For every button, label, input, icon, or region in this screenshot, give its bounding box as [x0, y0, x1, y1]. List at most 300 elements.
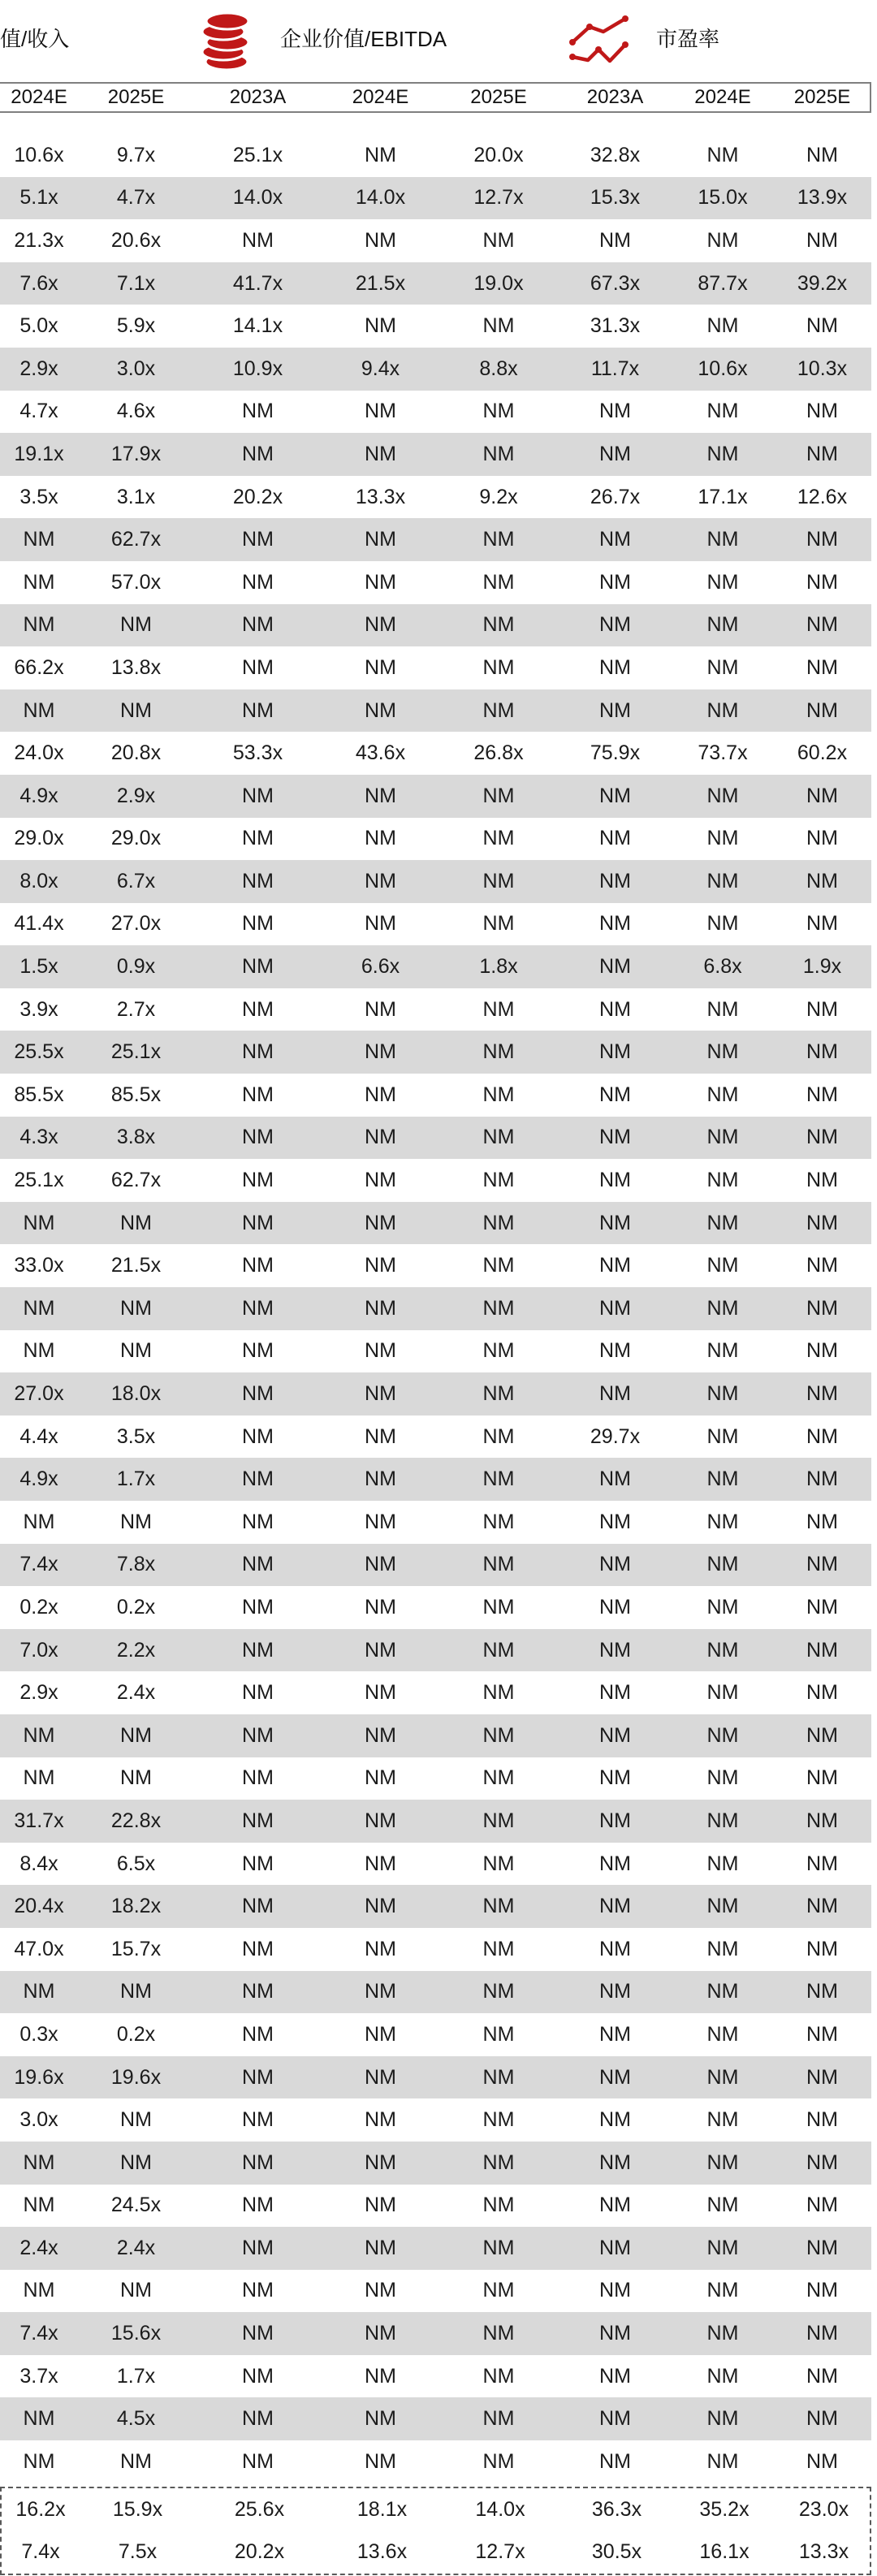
cell-value: NM — [599, 1510, 631, 1533]
cell-value: NM — [599, 1895, 631, 1918]
cell-value: NM — [242, 2407, 274, 2431]
cell-value: 4.7x — [116, 186, 156, 210]
column-header-4: 2025E — [470, 86, 527, 108]
cell-value: NM — [242, 1040, 274, 1064]
table-row — [0, 2355, 871, 2398]
cell-value: NM — [242, 2364, 274, 2388]
cell-value: NM — [806, 1467, 838, 1491]
cell-value: NM — [806, 1424, 838, 1448]
cell-value: 15.9x — [112, 2497, 163, 2521]
title-band — [0, 0, 877, 81]
cell-value: NM — [706, 827, 739, 850]
cell-value: 30.5x — [591, 2540, 642, 2564]
cell-value: NM — [806, 1681, 838, 1705]
cell-value: NM — [23, 1211, 55, 1234]
cell-value: NM — [365, 1895, 396, 1918]
table-row — [0, 1629, 871, 1672]
cell-value: NM — [599, 528, 631, 551]
cell-value: NM — [806, 2236, 838, 2259]
table-row — [0, 1244, 871, 1287]
cell-value: NM — [599, 1681, 631, 1705]
cell-value: NM — [242, 2150, 274, 2174]
cell-value: 10.6x — [698, 357, 748, 380]
cell-value: NM — [365, 1852, 396, 1875]
cell-value: NM — [482, 827, 515, 850]
cell-value: 15.3x — [590, 186, 641, 210]
table-row — [0, 1287, 871, 1330]
column-header-row — [0, 82, 871, 113]
cell-value: 0.9x — [116, 955, 156, 979]
table-row — [0, 1544, 871, 1587]
cell-value: NM — [482, 1467, 515, 1491]
cell-value: NM — [365, 1424, 396, 1448]
cell-value: 41.4x — [14, 912, 64, 936]
cell-value: NM — [599, 1083, 631, 1106]
cell-value: 2.4x — [116, 2236, 156, 2259]
cell-value: NM — [242, 2322, 274, 2345]
cell-value: 25.1x — [110, 1040, 162, 1064]
cell-value: 9.7x — [116, 143, 156, 166]
cell-value: 9.2x — [479, 485, 518, 508]
table-row — [0, 305, 871, 348]
cell-value: NM — [599, 2108, 631, 2132]
cell-value: 6.5x — [116, 1852, 156, 1875]
cell-value: NM — [482, 655, 515, 679]
cell-value: 29.7x — [590, 1424, 641, 1448]
cell-value: NM — [23, 1339, 55, 1363]
cell-value: NM — [706, 2322, 739, 2345]
cell-value: NM — [599, 2407, 631, 2431]
table-body — [0, 134, 871, 2483]
cell-value: NM — [706, 228, 739, 252]
cell-value: NM — [365, 1467, 396, 1491]
table-row — [0, 604, 871, 647]
cell-value: NM — [806, 2407, 838, 2431]
table-row — [0, 348, 871, 391]
cell-value: 3.0x — [19, 2108, 58, 2132]
cell-value: NM — [365, 997, 396, 1021]
cell-value: 12.7x — [473, 186, 524, 210]
cell-value: NM — [599, 1809, 631, 1832]
table-row — [0, 646, 871, 689]
cell-value: NM — [706, 314, 739, 338]
cell-value: 7.8x — [116, 1553, 156, 1576]
cell-value: NM — [706, 2022, 739, 2046]
cell-value: NM — [365, 2449, 396, 2473]
cell-value: NM — [482, 442, 515, 465]
cell-value: NM — [482, 1937, 515, 1960]
cell-value: NM — [806, 528, 838, 551]
cell-value: NM — [806, 143, 838, 166]
cell-value: NM — [806, 1980, 838, 2003]
table-row — [0, 2397, 871, 2440]
cell-value: 14.0x — [475, 2497, 525, 2521]
cell-value: NM — [365, 442, 396, 465]
cell-value: 15.0x — [698, 186, 748, 210]
table-row — [0, 1671, 871, 1714]
cell-value: NM — [23, 2279, 55, 2302]
cell-value: NM — [365, 2322, 396, 2345]
cell-value: 4.5x — [116, 2407, 156, 2431]
cell-value: 47.0x — [14, 1937, 64, 1960]
cell-value: NM — [365, 1083, 396, 1106]
cell-value: NM — [365, 2279, 396, 2302]
cell-value: NM — [599, 2150, 631, 2174]
cell-value: NM — [482, 400, 515, 423]
cell-value: NM — [120, 2150, 152, 2174]
cell-value: NM — [706, 2449, 739, 2473]
cell-value: NM — [365, 698, 396, 722]
cell-value: NM — [482, 613, 515, 637]
cell-value: 20.4x — [14, 1895, 64, 1918]
table-row — [0, 2312, 871, 2355]
cell-value: NM — [365, 2236, 396, 2259]
cell-value: NM — [706, 1083, 739, 1106]
cell-value: NM — [706, 1382, 739, 1406]
cell-value: NM — [482, 1638, 515, 1662]
cell-value: 31.3x — [590, 314, 641, 338]
cell-value: NM — [242, 1937, 274, 1960]
table-row — [0, 1202, 871, 1245]
cell-value: NM — [482, 1169, 515, 1192]
cell-value: NM — [242, 1723, 274, 1747]
cell-value: NM — [482, 1339, 515, 1363]
cell-value: NM — [806, 2279, 838, 2302]
cell-value: NM — [365, 1296, 396, 1320]
cell-value: NM — [599, 1339, 631, 1363]
cell-value: 85.5x — [14, 1083, 64, 1106]
cell-value: NM — [482, 1595, 515, 1619]
cell-value: 4.3x — [19, 1126, 58, 1149]
cell-value: 2.9x — [116, 784, 156, 807]
cell-value: NM — [806, 2065, 838, 2089]
cell-value: NM — [23, 1980, 55, 2003]
cell-value: 15.7x — [110, 1937, 162, 1960]
cell-value: NM — [806, 1766, 838, 1790]
cell-value: NM — [806, 1083, 838, 1106]
cell-value: 18.1x — [356, 2497, 408, 2521]
cell-value: NM — [242, 1510, 274, 1533]
cell-value: NM — [365, 2407, 396, 2431]
cell-value: NM — [242, 784, 274, 807]
cell-value: NM — [482, 1809, 515, 1832]
cell-value: NM — [242, 1553, 274, 1576]
cell-value: NM — [482, 1510, 515, 1533]
cell-value: NM — [599, 442, 631, 465]
cell-value: 0.2x — [116, 2022, 156, 2046]
cell-value: NM — [482, 1553, 515, 1576]
cell-value: NM — [706, 400, 739, 423]
cell-value: 10.3x — [797, 357, 848, 380]
cell-value: NM — [706, 1895, 739, 1918]
cell-value: NM — [482, 1723, 515, 1747]
cell-value: NM — [599, 1937, 631, 1960]
cell-value: NM — [599, 613, 631, 637]
cell-value: NM — [482, 2022, 515, 2046]
cell-value: NM — [482, 228, 515, 252]
cell-value: NM — [806, 2022, 838, 2046]
cell-value: NM — [242, 1424, 274, 1448]
cell-value: NM — [365, 400, 396, 423]
cell-value: NM — [806, 1339, 838, 1363]
cell-value: NM — [806, 400, 838, 423]
cell-value: NM — [706, 1681, 739, 1705]
cell-value: NM — [599, 912, 631, 936]
cell-value: NM — [599, 997, 631, 1021]
table-row — [0, 1928, 871, 1971]
cell-value: 10.6x — [14, 143, 64, 166]
cell-value: 4.9x — [19, 1467, 58, 1491]
cell-value: NM — [482, 1980, 515, 2003]
cell-value: 62.7x — [110, 1169, 162, 1192]
table-row — [2, 2531, 870, 2574]
cell-value: NM — [706, 570, 739, 594]
line-chart-icon — [568, 15, 632, 71]
cell-value: 18.0x — [110, 1382, 162, 1406]
cell-value: NM — [599, 2022, 631, 2046]
cell-value: NM — [482, 314, 515, 338]
table-row — [0, 219, 871, 262]
cell-value: NM — [599, 1169, 631, 1192]
cell-value: NM — [365, 827, 396, 850]
cell-value: 25.5x — [14, 1040, 64, 1064]
cell-value: NM — [120, 2449, 152, 2473]
cell-value: 5.0x — [19, 314, 58, 338]
cell-value: 24.5x — [110, 2193, 162, 2217]
cell-value: NM — [365, 2150, 396, 2174]
cell-value: NM — [365, 655, 396, 679]
cell-value: 9.4x — [361, 357, 400, 380]
cell-value: 16.1x — [699, 2540, 750, 2564]
cell-value: 35.2x — [699, 2497, 750, 2521]
cell-value: NM — [242, 912, 274, 936]
cell-value: NM — [599, 1254, 631, 1277]
cell-value: 3.1x — [116, 485, 156, 508]
cell-value: NM — [242, 442, 274, 465]
cell-value: 6.7x — [116, 869, 156, 893]
cell-value: NM — [482, 1254, 515, 1277]
cell-value: 2.7x — [116, 997, 156, 1021]
cell-value: NM — [120, 1339, 152, 1363]
cell-value: 20.2x — [232, 485, 283, 508]
cell-value: NM — [599, 827, 631, 850]
cell-value: NM — [706, 655, 739, 679]
cell-value: NM — [599, 2279, 631, 2302]
cell-value: NM — [482, 2322, 515, 2345]
cell-value: NM — [482, 570, 515, 594]
cell-value: NM — [482, 2065, 515, 2089]
cell-value: NM — [482, 2193, 515, 2217]
cell-value: NM — [806, 869, 838, 893]
cell-value: NM — [120, 1510, 152, 1533]
table-row — [0, 476, 871, 519]
cell-value: NM — [806, 2193, 838, 2217]
cell-value: 25.1x — [232, 143, 283, 166]
cell-value: NM — [806, 228, 838, 252]
table-row — [0, 134, 871, 177]
cell-value: NM — [482, 2279, 515, 2302]
cell-value: 11.7x — [590, 357, 640, 380]
cell-value: NM — [482, 1040, 515, 1064]
cell-value: 7.5x — [118, 2540, 158, 2564]
cell-value: NM — [706, 1254, 739, 1277]
cell-value: 20.0x — [473, 143, 524, 166]
cell-value: NM — [806, 1852, 838, 1875]
table-row — [0, 2227, 871, 2270]
cell-value: NM — [120, 2108, 152, 2132]
cell-value: 19.6x — [14, 2065, 64, 2089]
cell-value: 3.5x — [19, 485, 58, 508]
cell-value: 17.1x — [698, 485, 748, 508]
cell-value: NM — [365, 784, 396, 807]
cell-value: 32.8x — [590, 143, 641, 166]
cell-value: 4.6x — [116, 400, 156, 423]
cell-value: 4.4x — [19, 1424, 58, 1448]
cell-value: NM — [242, 1681, 274, 1705]
cell-value: NM — [706, 1169, 739, 1192]
table-row — [0, 1031, 871, 1074]
table-row — [0, 2142, 871, 2185]
cell-value: NM — [706, 1424, 739, 1448]
cell-value: 20.6x — [110, 228, 162, 252]
cell-value: NM — [120, 1723, 152, 1747]
cell-value: 1.7x — [116, 1467, 156, 1491]
cell-value: NM — [242, 570, 274, 594]
cell-value: 22.8x — [110, 1809, 162, 1832]
cell-value: NM — [23, 1723, 55, 1747]
cell-value: NM — [242, 1083, 274, 1106]
cell-value: NM — [482, 2236, 515, 2259]
cell-value: 31.7x — [14, 1809, 64, 1832]
table-row — [0, 689, 871, 733]
cell-value: 4.7x — [19, 400, 58, 423]
cell-value: NM — [706, 1809, 739, 1832]
cell-value: NM — [23, 2150, 55, 2174]
cell-value: 19.0x — [473, 271, 524, 295]
cell-value: NM — [806, 1254, 838, 1277]
cell-value: NM — [482, 1852, 515, 1875]
cell-value: 3.7x — [19, 2364, 58, 2388]
column-header-2: 2023A — [229, 86, 287, 108]
table-row — [0, 1159, 871, 1202]
table-row — [0, 1458, 871, 1501]
cell-value: NM — [706, 1040, 739, 1064]
cell-value: NM — [482, 2364, 515, 2388]
cell-value: NM — [806, 997, 838, 1021]
cell-value: 2.9x — [19, 1681, 58, 1705]
cell-value: NM — [23, 613, 55, 637]
cell-value: NM — [23, 2193, 55, 2217]
cell-value: NM — [599, 2236, 631, 2259]
cell-value: NM — [365, 1211, 396, 1234]
cell-value: NM — [599, 1595, 631, 1619]
cell-value: NM — [242, 2022, 274, 2046]
cell-value: NM — [242, 997, 274, 1021]
cell-value: 7.4x — [19, 1553, 58, 1576]
cell-value: NM — [806, 655, 838, 679]
column-header-5: 2023A — [586, 86, 644, 108]
cell-value: 8.4x — [19, 1852, 58, 1875]
cell-value: 60.2x — [797, 741, 848, 765]
cell-value: NM — [482, 1424, 515, 1448]
cell-value: 7.1x — [116, 271, 156, 295]
table-row — [0, 1501, 871, 1544]
cell-value: NM — [23, 2407, 55, 2431]
cell-value: NM — [365, 1723, 396, 1747]
cell-value: NM — [482, 1681, 515, 1705]
cell-value: NM — [242, 698, 274, 722]
cell-value: NM — [365, 570, 396, 594]
cell-value: 62.7x — [110, 528, 162, 551]
cell-value: NM — [599, 2364, 631, 2388]
cell-value: NM — [806, 2449, 838, 2473]
cell-value: NM — [599, 400, 631, 423]
cell-value: NM — [806, 442, 838, 465]
cell-value: 0.3x — [19, 2022, 58, 2046]
cell-value: NM — [23, 1296, 55, 1320]
cell-value: NM — [706, 784, 739, 807]
cell-value: NM — [365, 1766, 396, 1790]
cell-value: NM — [365, 528, 396, 551]
cell-value: 3.5x — [116, 1424, 156, 1448]
cell-value: NM — [120, 2279, 152, 2302]
cell-value: NM — [23, 1510, 55, 1533]
cell-value: NM — [482, 698, 515, 722]
cell-value: NM — [482, 1296, 515, 1320]
cell-value: NM — [482, 2449, 515, 2473]
cell-value: NM — [806, 613, 838, 637]
cell-value: NM — [599, 570, 631, 594]
cell-value: 21.3x — [14, 228, 64, 252]
table-row — [0, 1372, 871, 1416]
table-row — [0, 262, 871, 305]
cell-value: NM — [599, 1467, 631, 1491]
cell-value: NM — [806, 1723, 838, 1747]
cell-value: 33.0x — [14, 1254, 64, 1277]
table-row — [0, 775, 871, 818]
cell-value: NM — [242, 528, 274, 551]
cell-value: NM — [806, 912, 838, 936]
table-row — [0, 518, 871, 561]
cell-value: NM — [806, 1169, 838, 1192]
cell-value: 0.2x — [116, 1595, 156, 1619]
cell-value: 13.3x — [355, 485, 406, 508]
cell-value: NM — [482, 1766, 515, 1790]
cell-value: NM — [242, 2279, 274, 2302]
cell-value: 27.0x — [110, 912, 162, 936]
cell-value: NM — [599, 1296, 631, 1320]
table-row — [0, 945, 871, 988]
cell-value: NM — [482, 997, 515, 1021]
cell-value: 2.2x — [116, 1638, 156, 1662]
cell-value: 7.4x — [21, 2540, 60, 2564]
table-row — [0, 433, 871, 476]
cell-value: 26.8x — [473, 741, 524, 765]
cell-value: 19.6x — [110, 2065, 162, 2089]
pe-ratio-group-label: 市盈率 — [656, 27, 720, 51]
cell-value: NM — [706, 1467, 739, 1491]
cell-value: 13.9x — [797, 186, 848, 210]
cell-value: 3.9x — [19, 997, 58, 1021]
cell-value: 7.4x — [19, 2322, 58, 2345]
cell-value: 53.3x — [232, 741, 283, 765]
cell-value: NM — [706, 1126, 739, 1149]
cell-value: NM — [706, 2150, 739, 2174]
cell-value: NM — [806, 2364, 838, 2388]
cell-value: 87.7x — [698, 271, 748, 295]
cell-value: NM — [482, 2108, 515, 2132]
cell-value: 4.9x — [19, 784, 58, 807]
